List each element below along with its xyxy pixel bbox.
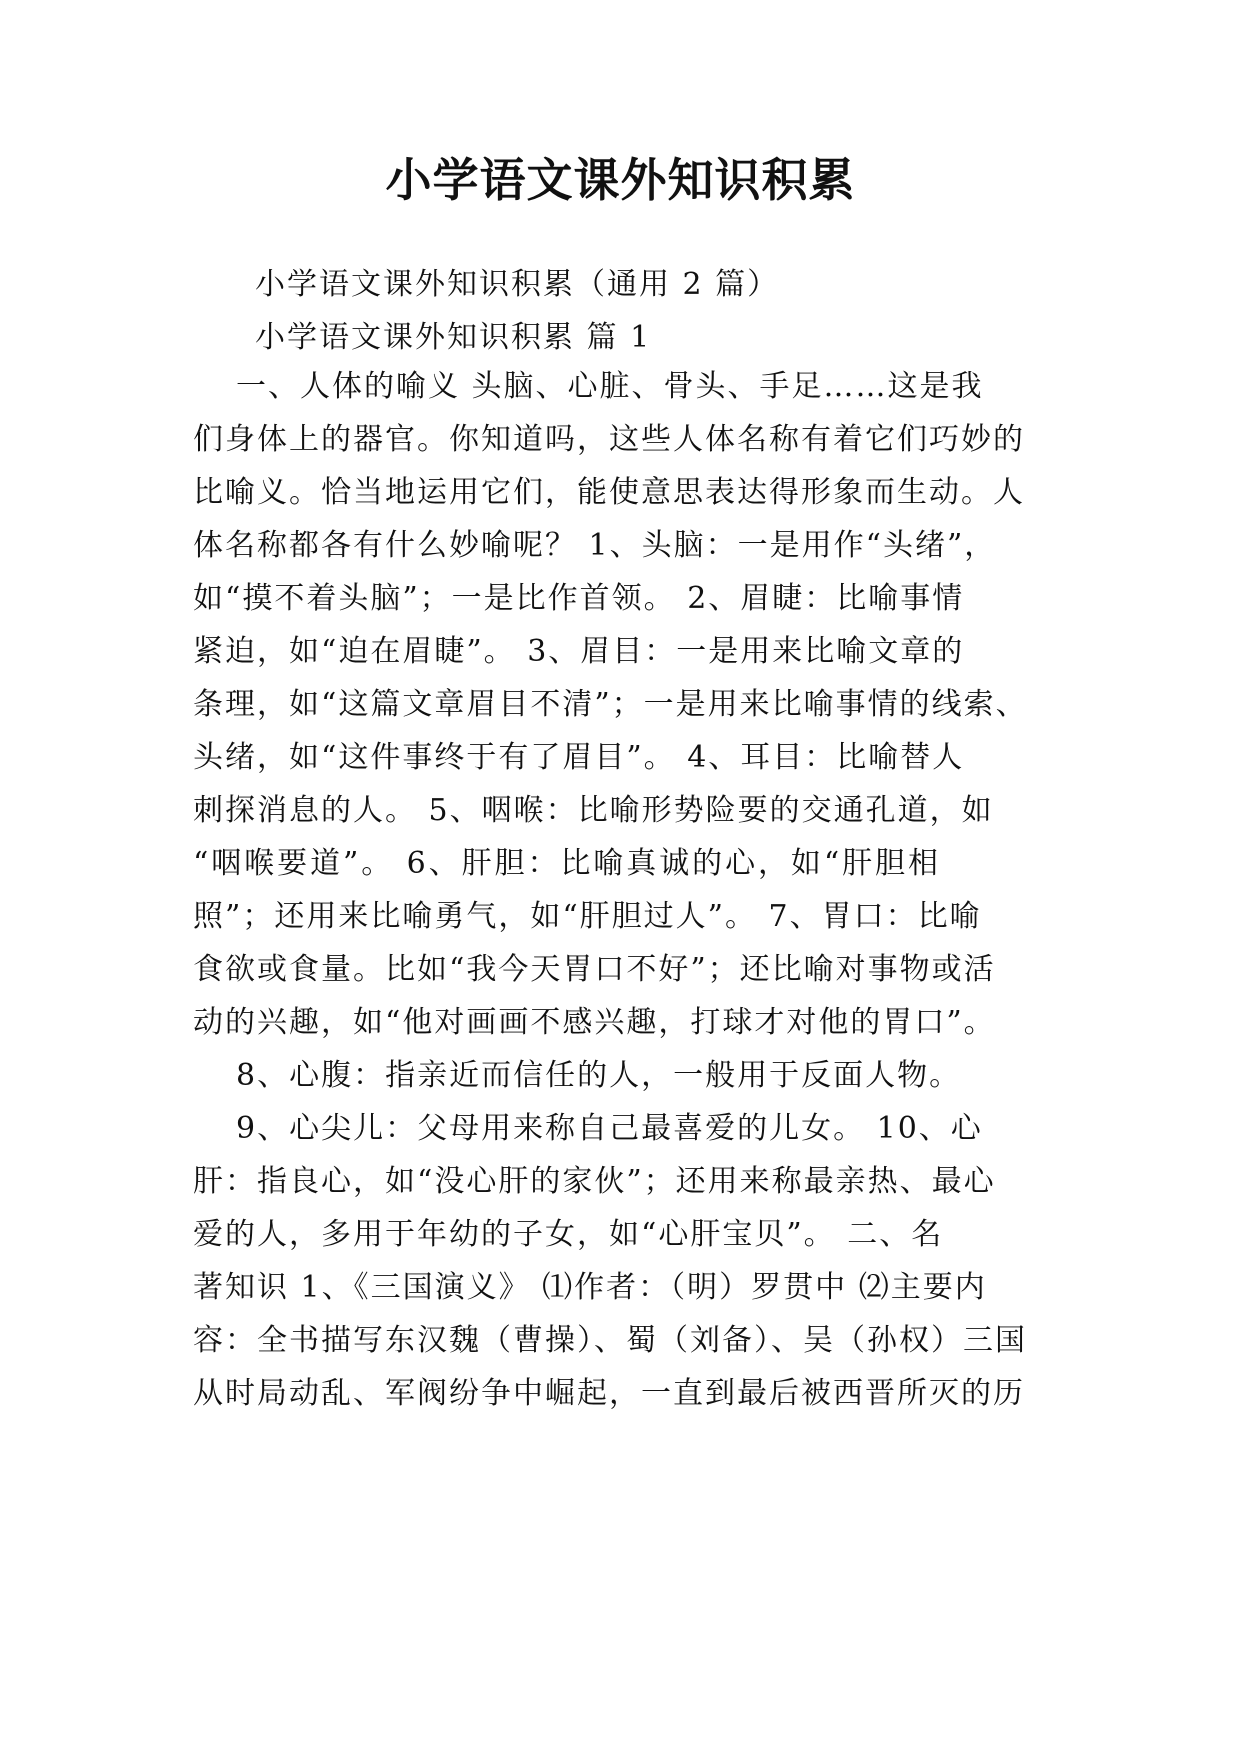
paragraph-line: 比喻义。恰当地运用它们，能使意思表达得形象而生动。人 bbox=[193, 475, 1025, 510]
paragraph-line: 刺探消息的人。 5、咽喉：比喻形势险要的交通孔道，如 bbox=[193, 793, 994, 828]
paragraph-line: 照”；还用来比喻勇气，如“肝胆过人”。 7、胃口：比喻 bbox=[193, 899, 982, 934]
paragraph-line: 爱的人，多用于年幼的子女，如“心肝宝贝”。 二、名 bbox=[193, 1217, 944, 1252]
paragraph-line: “咽喉要道”。 6、肝胆：比喻真诚的心，如“肝胆相 bbox=[193, 846, 940, 881]
paragraph-line: 紧迫，如“迫在眉睫”。 3、眉目：一是用来比喻文章的 bbox=[193, 634, 965, 669]
paragraph-line: 体名称都各有什么妙喻呢？ 1、头脑：一是用作“头绪”， bbox=[193, 528, 997, 563]
document-title: 小学语文课外知识积累 bbox=[385, 153, 856, 207]
subtitle-line: 小学语文课外知识积累（通用 2 篇） bbox=[255, 267, 780, 302]
paragraph-line: 条理，如“这篇文章眉目不清”；一是用来比喻事情的线索、 bbox=[193, 687, 1028, 722]
paragraph-line: 8、心腹：指亲近而信任的人，一般用于反面人物。 bbox=[236, 1058, 962, 1093]
paragraph-line: 容：全书描写东汉魏（曹操）、蜀（刘备）、吴（孙权）三国 bbox=[193, 1323, 1027, 1358]
paragraph-line: 们身体上的器官。你知道吗，这些人体名称有着它们巧妙的 bbox=[193, 422, 1025, 457]
paragraph-line: 头绪，如“这件事终于有了眉目”。 4、耳目：比喻替人 bbox=[193, 740, 965, 775]
paragraph-line: 从时局动乱、军阀纷争中崛起，一直到最后被西晋所灭的历 bbox=[193, 1376, 1025, 1411]
paragraph-line: 一、人体的喻义 头脑、心脏、骨头、手足……这是我 bbox=[236, 369, 984, 404]
paragraph-line: 食欲或食量。比如“我今天胃口不好”；还比喻对事物或活 bbox=[193, 952, 996, 987]
paragraph-line: 著知识 1、《三国演义》 ⑴作者：（明）罗贯中 ⑵主要内 bbox=[193, 1270, 987, 1305]
paragraph-line: 如“摸不着头脑”；一是比作首领。 2、眉睫：比喻事情 bbox=[193, 581, 965, 616]
paragraph-line: 肝：指良心，如“没心肝的家伙”；还用来称最亲热、最心 bbox=[193, 1164, 996, 1199]
paragraph-line: 动的兴趣，如“他对画画不感兴趣，打球才对他的胃口”。 bbox=[193, 1005, 996, 1040]
paragraph-line: 9、心尖儿：父母用来称自己最喜爱的儿女。 10、心 bbox=[236, 1111, 983, 1146]
section-heading: 小学语文课外知识积累 篇 1 bbox=[255, 320, 652, 355]
